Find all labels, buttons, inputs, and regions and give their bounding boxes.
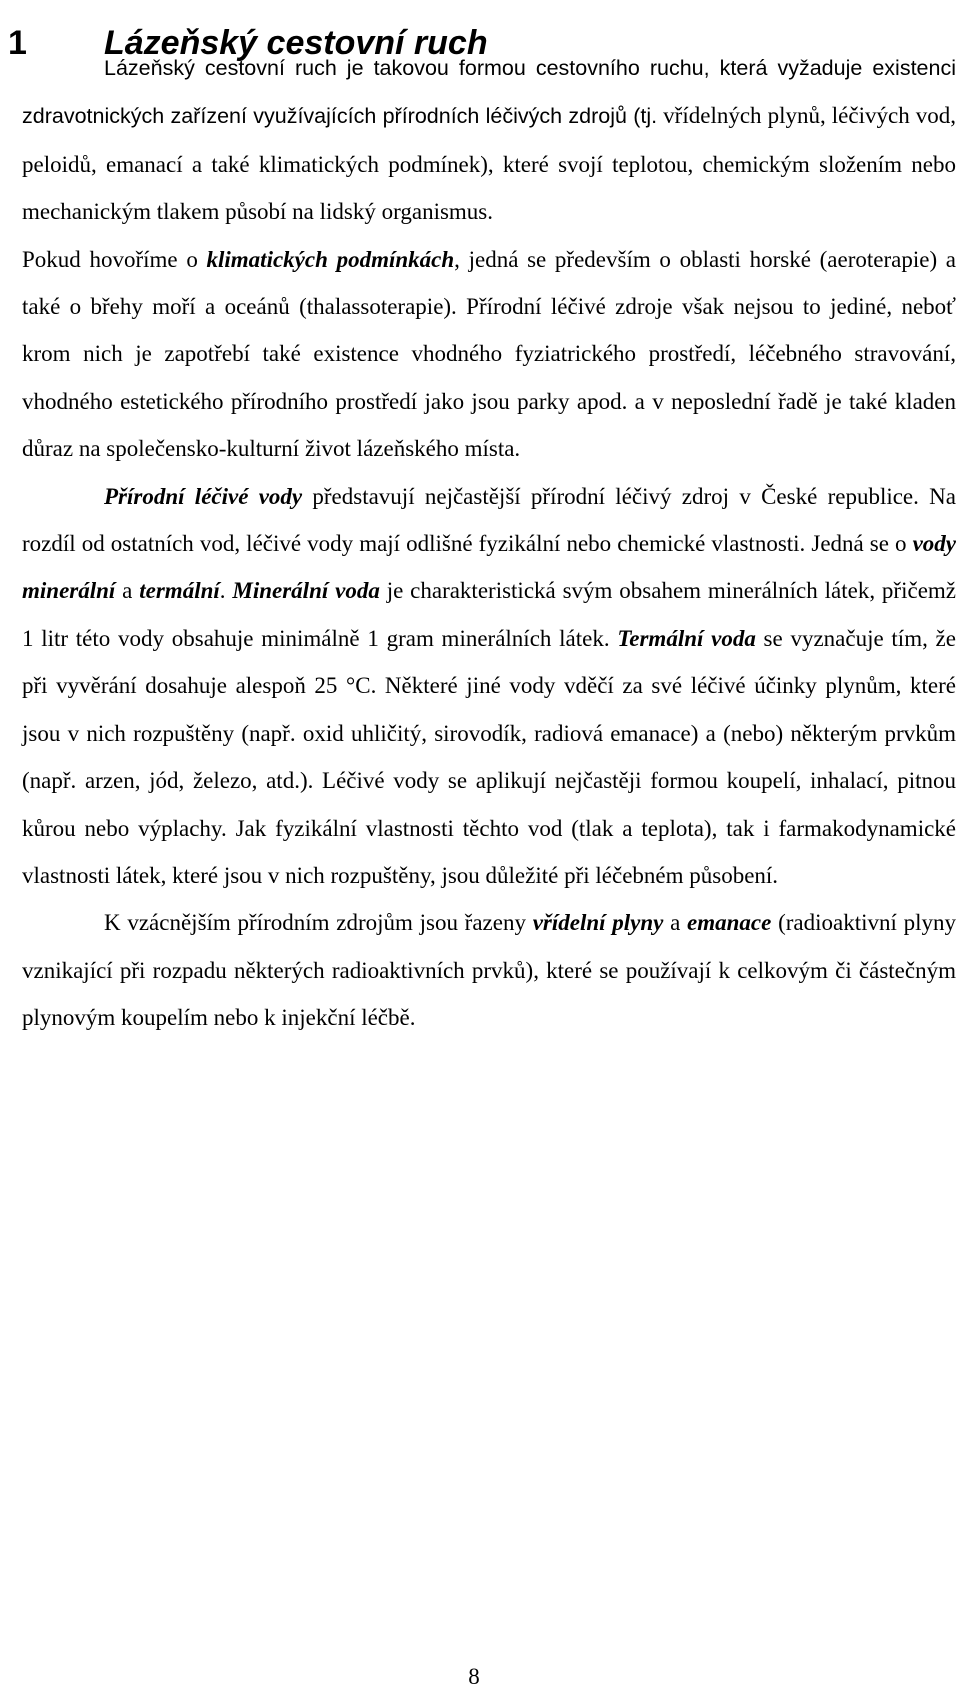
paragraph-3-emphasis-5: Termální voda	[617, 625, 756, 651]
paragraph-3-emphasis-4: Minerální voda	[232, 578, 380, 604]
paragraph-4	[22, 899, 956, 1041]
chapter-number: 1	[8, 23, 27, 62]
paragraph-4-emphasis-2: emanace	[687, 910, 772, 936]
paragraph-3-text-5: se vyznačuje tím, že při vyvěrání dosahuje alespoň 25 °C. Některé jiné vody vděčí za své léčivé účinky plynům, které jsou v nich rozpuštěny (např. oxid uhličitý, sirovodík, radiová emanace) a (nebo) některým prvkům (např. arzen, jód, železo, atd.). Léčivé vody se aplikují nejčastěji formou koupelí, inhalací, pitnou kůrou nebo výplachy. Jak fyzikální vlastnosti těchto vod (tlak a teplota), tak i farmakodynamické vlastnosti látek, které jsou v nich rozpuštěny, jsou důležité při léčebném působení.	[22, 625, 956, 888]
paragraph-3-text-3: .	[219, 578, 233, 604]
paragraph-4-text-2: a	[663, 910, 688, 936]
page-number: 8	[468, 1664, 480, 1689]
paragraph-3-text-4: je charakteristická svým obsahem minerálních látek, přičemž 1 litr této vody obsahuje minimálně 1 gram minerálních látek.	[22, 578, 956, 651]
chapter-title: Lázeňský cestovní ruch	[104, 23, 488, 62]
paragraph-2-emphasis-1: klimatických podmínkách	[206, 246, 455, 272]
paragraph-1-sans-text: Lázeňský cestovní ruch je takovou formou cestovního ruchu, která vyžaduje existenci zdravotnických zařízení využívajících přírodních léčivých zdrojů (tj.	[22, 56, 956, 129]
paragraph-4-emphasis-1: vřídelní plyny	[532, 910, 664, 936]
document-body	[22, 44, 956, 1042]
paragraph-3-emphasis-3: termální	[139, 578, 220, 604]
paragraph-3	[22, 473, 956, 900]
paragraph-4-text-3: (radioaktivní plyny vznikající při rozpadu některých radioaktivních prvků), které se používají k celkovým či částečným plynovým koupelím nebo k injekční léčbě.	[22, 910, 957, 1031]
paragraph-4-text-1: K vzácnějším přírodním zdrojům jsou řazeny	[104, 910, 533, 936]
paragraph-2	[22, 236, 956, 473]
paragraph-3-text-1: představují nejčastější přírodní léčivý zdroj v České republice. Na rozdíl od ostatních vod, léčivé vody mají odlišné fyzikální nebo chemické vlastnosti. Jedná se o	[22, 483, 956, 557]
paragraph-3-emphasis-2: vody minerální	[22, 531, 956, 604]
paragraph-3-emphasis-1: Přírodní léčivé vody	[104, 483, 303, 509]
paragraph-1	[22, 44, 956, 236]
page-number-footer	[0, 1663, 916, 1691]
paragraph-2-text-1: Pokud hovoříme o	[22, 246, 207, 272]
paragraph-2-text-2: , jedná se především o oblasti horské (aeroterapie) a také o břehy moří a oceánů (thalassoterapie). Přírodní léčivé zdroje však nejsou to jediné, neboť krom nich je zapotřebí také existence vhodného fyziatrického prostředí, léčebného stravování, vhodného estetického přírodního prostředí jako jsou parky apod. a v neposlední řadě je také kladen důraz na společensko-kulturní život lázeňského místa.	[22, 246, 956, 462]
paragraph-1-text: vřídelných plynů, léčivých vod, peloidů, emanací a také klimatických podmínek), které svojí teplotou, chemickým složením nebo mechanickým tlakem působí na lidský organismus.	[22, 103, 956, 225]
paragraph-3-text-2: a	[115, 578, 140, 604]
